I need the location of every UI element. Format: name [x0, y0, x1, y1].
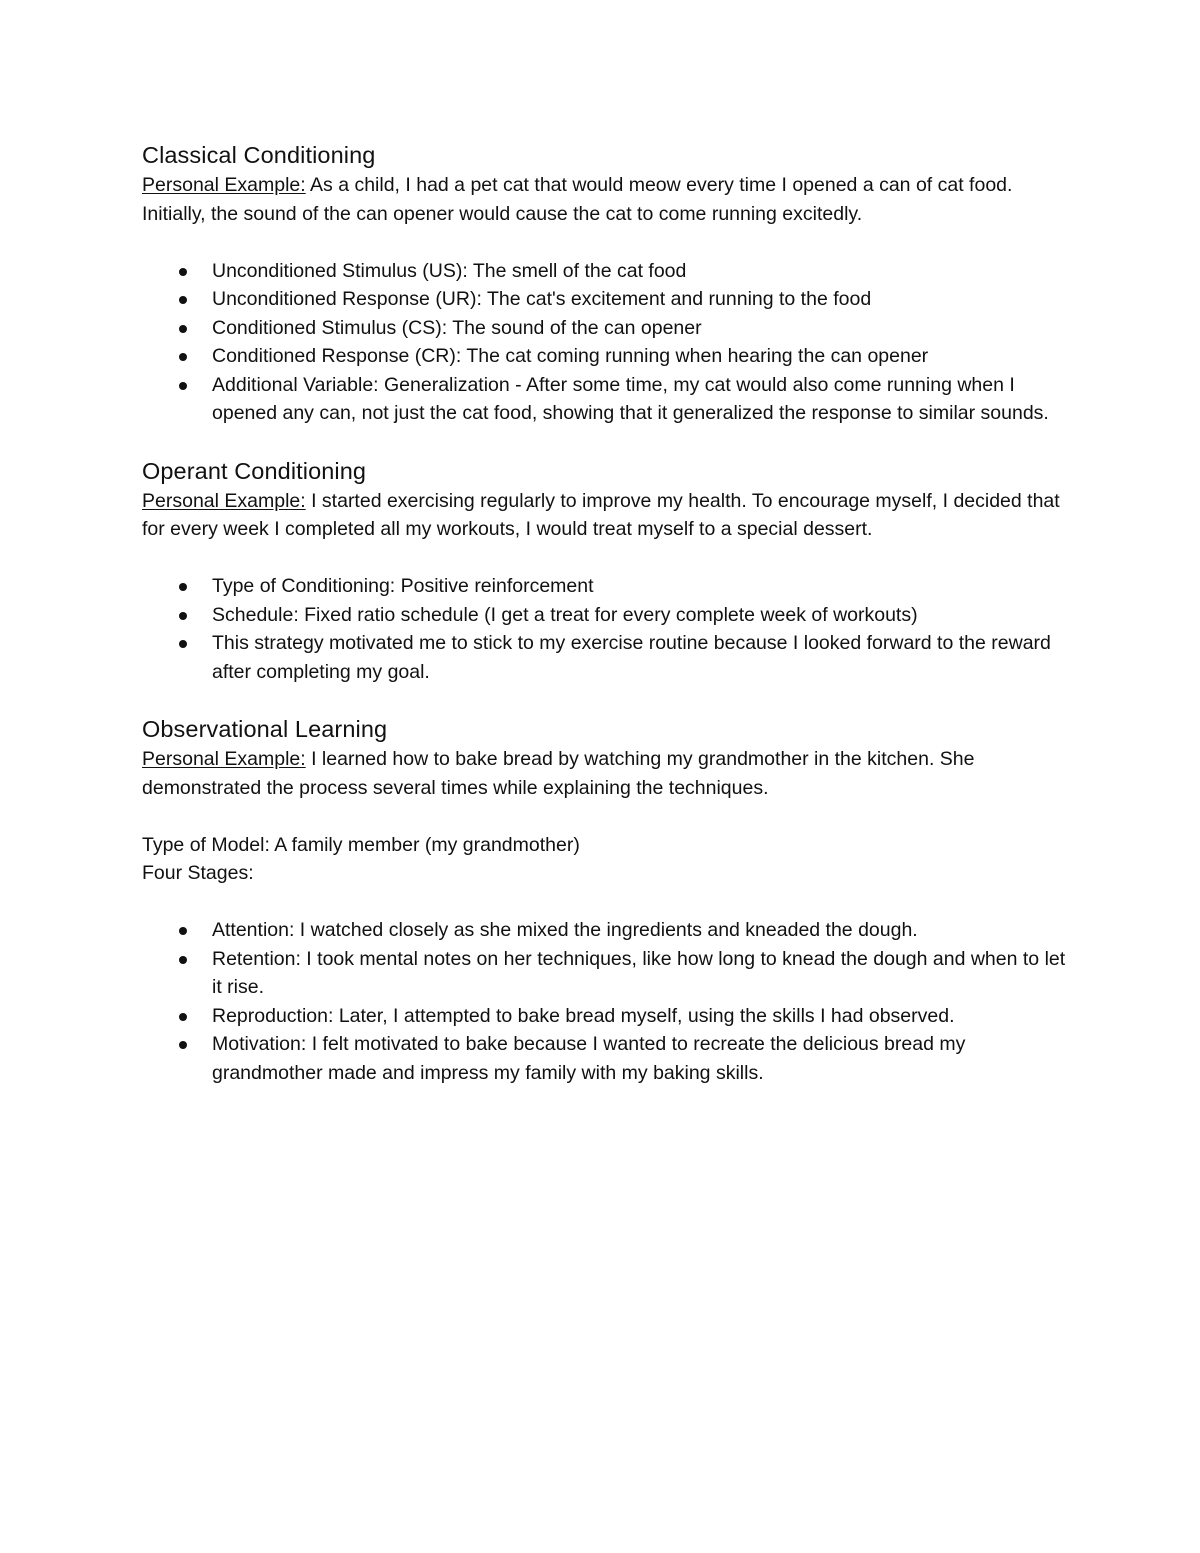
list-item: [142, 314, 1072, 343]
list-item-text: Additional Variable: Generalization - After some time, my cat would also come running when I opened any can, not just the cat food, showing that it generalized the response to similar sounds.: [212, 373, 1049, 424]
personal-example-text: I started exercising regularly to improve my health. To encourage myself, I decided that for every week I completed all my workouts, I would treat myself to a special dessert.: [142, 489, 1060, 540]
list-item: [142, 371, 1072, 428]
list-item: [142, 1002, 1072, 1031]
personal-example: [142, 487, 1072, 544]
list-item: [142, 1030, 1072, 1087]
bullet-icon: [179, 1013, 187, 1021]
bullet-icon: [179, 640, 187, 648]
model-type-line: Type of Model: A family member (my grandmother): [142, 833, 580, 856]
bullet-icon: [179, 583, 187, 591]
bullet-icon: [179, 382, 187, 390]
section-classical-conditioning: [142, 140, 1072, 428]
list-item-text: Retention: I took mental notes on her techniques, like how long to knead the dough and when to let it rise.: [212, 947, 1066, 998]
list-item-text: Conditioned Response (CR): The cat coming running when hearing the can opener: [212, 345, 929, 367]
list-item: [142, 572, 1072, 601]
personal-example-label: Personal Example:: [142, 174, 306, 196]
bullet-icon: [179, 353, 187, 361]
section-title: Classical Conditioning: [142, 142, 376, 168]
list-item-text: Schedule: Fixed ratio schedule (I get a treat for every complete week of workouts): [212, 603, 918, 626]
list-item: [142, 342, 1072, 371]
list-item-text: Conditioned Stimulus (CS): The sound of the can opener: [212, 316, 702, 339]
bullet-list: [142, 257, 1072, 428]
document-page: [142, 140, 1072, 1087]
blank-line: [142, 888, 1072, 917]
list-item: [142, 601, 1072, 630]
bullet-icon: [179, 956, 187, 964]
bullet-list: [142, 572, 1072, 686]
bullet-icon: [179, 1041, 187, 1049]
section-operant-conditioning: [142, 456, 1072, 687]
list-item: [142, 285, 1072, 314]
list-item: [142, 916, 1072, 945]
bullet-list: [142, 916, 1072, 1087]
bullet-icon: [179, 927, 187, 935]
list-item-text: This strategy motivated me to stick to my exercise routine because I looked forward to the reward after completing my goal.: [212, 632, 1051, 683]
list-item-text: Type of Conditioning: Positive reinforcement: [212, 575, 594, 597]
four-stages-line: Four Stages:: [142, 862, 254, 884]
list-item: [142, 629, 1072, 686]
list-item: [142, 257, 1072, 286]
blank-line: [142, 228, 1072, 257]
personal-example-label: Personal Example:: [142, 489, 306, 512]
section-title: Operant Conditioning: [142, 457, 367, 484]
list-item-text: Reproduction: Later, I attempted to bake bread myself, using the skills I had observed.: [212, 1004, 955, 1027]
list-item: [142, 945, 1072, 1002]
personal-example-text: I learned how to bake bread by watching my grandmother in the kitchen. She demonstrated the process several times while explaining the techniques.: [142, 748, 975, 799]
section-observational-learning: [142, 714, 1072, 1087]
personal-example-text: As a child, I had a pet cat that would meow every time I opened a can of cat food. Initially, the sound of the can opener would cause the cat to come running excitedly.: [142, 174, 1013, 225]
section-title: Observational Learning: [142, 716, 388, 742]
bullet-icon: [179, 612, 187, 620]
list-item-text: Motivation: I felt motivated to bake because I wanted to recreate the delicious bread my grandmother made and impress my family with my baking skills.: [212, 1033, 966, 1084]
bullet-icon: [179, 325, 187, 333]
blank-line: [142, 802, 1072, 831]
list-item-text: Unconditioned Response (UR): The cat's excitement and running to the food: [212, 288, 872, 310]
personal-example-label: Personal Example:: [142, 748, 306, 770]
personal-example: [142, 745, 1072, 802]
bullet-icon: [179, 268, 187, 276]
blank-line: [142, 544, 1072, 573]
list-item-text: Unconditioned Stimulus (US): The smell of the cat food: [212, 259, 687, 282]
bullet-icon: [179, 296, 187, 304]
personal-example: [142, 171, 1072, 228]
list-item-text: Attention: I watched closely as she mixed the ingredients and kneaded the dough.: [212, 919, 918, 941]
